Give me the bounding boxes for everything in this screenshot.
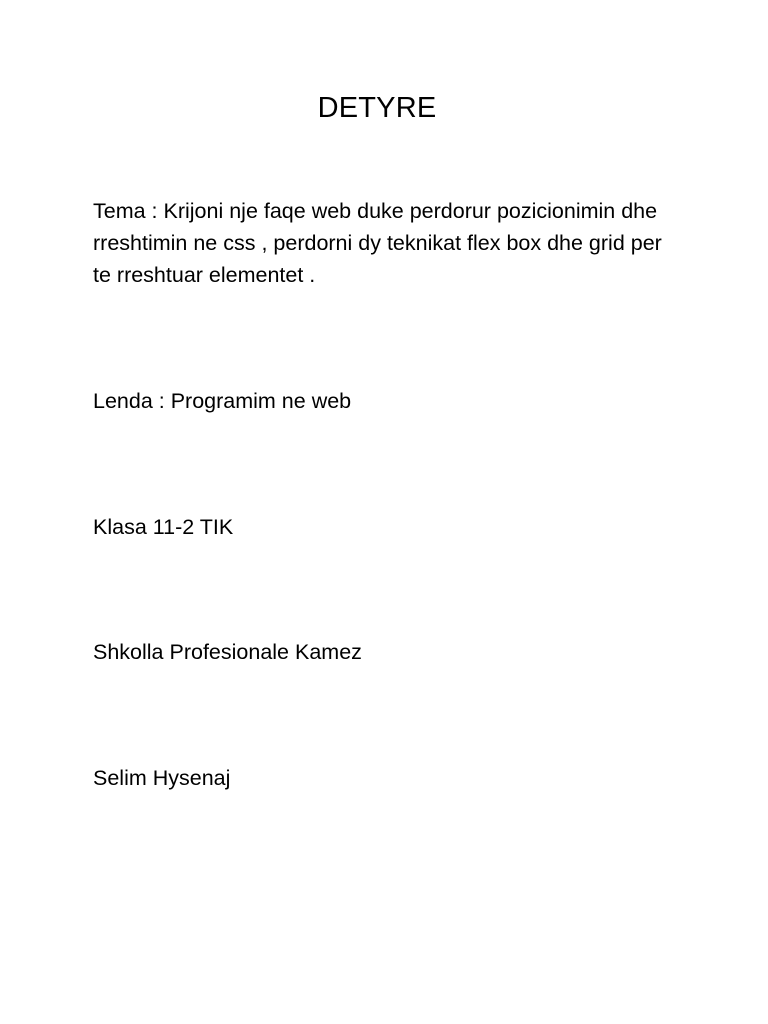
subject-line: Lenda : Programim ne web — [93, 389, 352, 413]
topic-paragraph: Tema : Krijoni nje faqe web duke perdorur pozicionimin dhe rreshtimin ne css , perdorni dy teknikat flex box dhe grid per te rreshtuar elementet . — [93, 199, 662, 287]
author-line: Selim Hysenaj — [93, 766, 231, 790]
class-line: Klasa 11-2 TIK — [93, 515, 234, 539]
school-line: Shkolla Profesionale Kamez — [93, 640, 362, 664]
document-title: DETYRE — [317, 92, 437, 124]
